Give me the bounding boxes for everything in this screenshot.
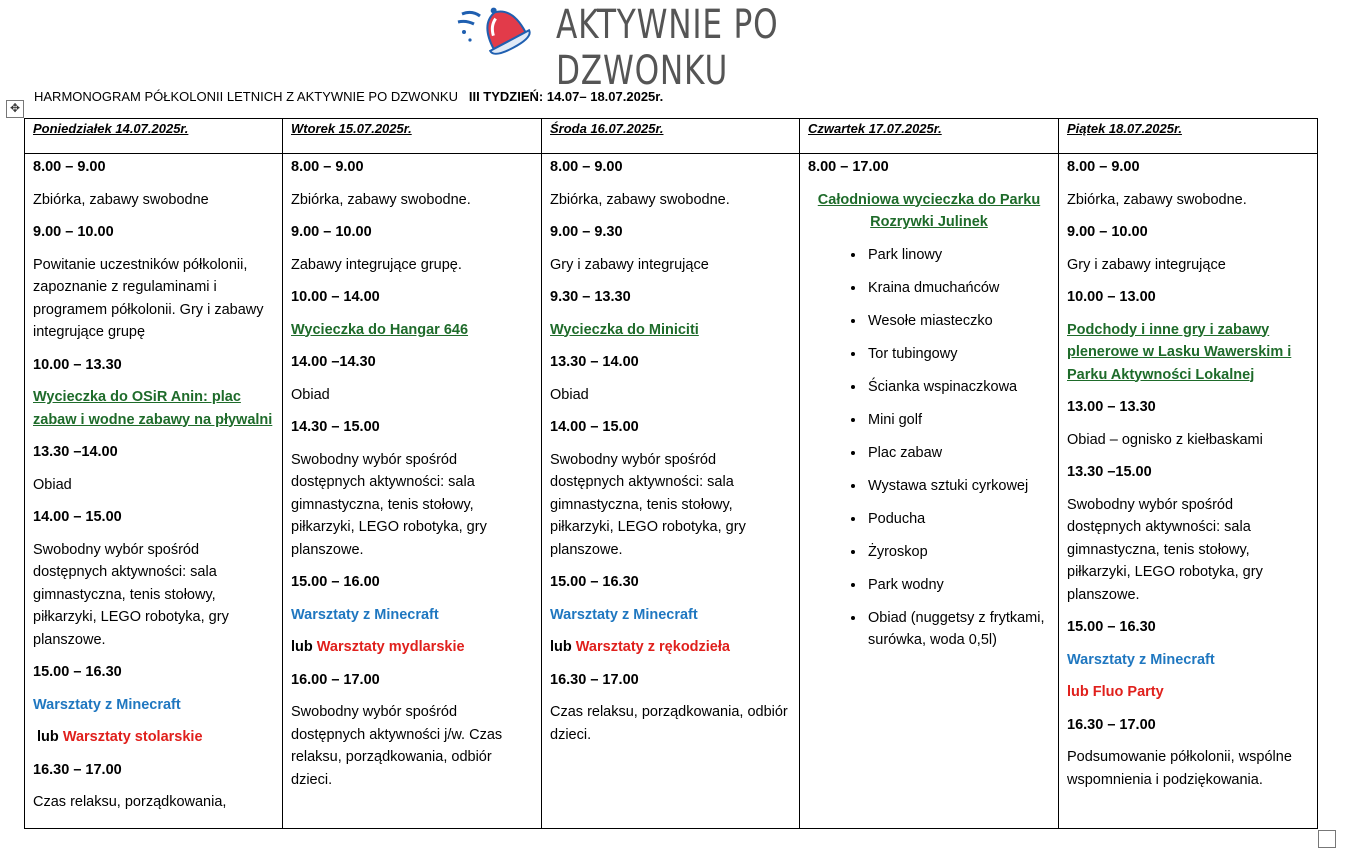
time-slot: 15.00 – 16.30 [33,664,122,680]
activity-text: Zbiórka, zabawy swobodne. [550,191,730,208]
list-item: • Tor tubingowy [866,343,1050,366]
list-item: • Mini golf [866,409,1050,432]
excursion-link: Całodniowa wycieczka do Parku Rozrywki Julinek [817,191,1041,230]
header-row [25,119,1318,154]
list-item: • Park linowy [866,244,1050,267]
time-slot: 8.00 – 9.00 [291,159,364,175]
activity-text: Swobodny wybór spośród dostępnych aktywności: sala gimnastyczna, tenis stołowy, piłkarzyki, LEGO robotyka, gry planszowe. [33,541,229,648]
list-item: • Żyroskop [866,541,1050,564]
day-header: Poniedziałek 14.07.2025r. [25,119,283,154]
activity-text: Czas relaksu, porządkowania, odbiór dzieci. [550,704,788,743]
activity-text: Podsumowanie półkolonii, wspólne wspomnienia i podziękowania. [1067,749,1292,788]
alternative-activity [1067,681,1309,704]
time-slot: 9.00 – 10.00 [33,224,114,240]
activity-text: Swobodny wybór spośród dostępnych aktywności: sala gimnastyczna, tenis stołowy, piłkarzyki, LEGO robotyka, gry planszowe. [550,451,746,558]
time-slot: 9.30 – 13.30 [550,289,631,305]
table-move-handle[interactable]: ✥ [6,100,24,118]
day-header: Czwartek 17.07.2025r. [800,119,1059,154]
list-item: • Obiad (nuggetsy z frytkami, surówka, woda 0,5l) [866,607,1050,652]
activity-text: Obiad [550,386,589,403]
alternative-activity [33,726,274,749]
lub-label: lub [550,639,576,655]
activity-text: Zabawy integrujące grupę. [291,256,462,273]
activity-text: Gry i zabawy integrujące [550,256,709,273]
time-slot: 14.00 –14.30 [291,354,376,370]
time-slot: 15.00 – 16.30 [550,574,639,590]
alternative-workshop: Warsztaty z rękodzieła [575,639,730,655]
schedule-table [24,118,1318,829]
excursion-link: Wycieczka do Hangar 646 [291,321,469,338]
time-slot: 16.30 – 17.00 [33,761,122,778]
activity-text: Zbiórka, zabawy swobodne [33,191,209,208]
time-slot: 8.00 – 17.00 [808,159,889,175]
list-item: • Park wodny [866,574,1050,597]
time-slot: 13.30 – 14.00 [550,354,639,370]
time-slot: 10.00 – 13.30 [33,356,122,373]
time-slot: 10.00 – 14.00 [291,289,380,305]
time-slot: 10.00 – 13.00 [1067,289,1156,305]
page-heading [34,89,663,104]
time-slot: 13.30 –15.00 [1067,464,1152,480]
activity-text: Powitanie uczestników półkolonii, zapoznanie z regulaminami i programem półkolonii. Gry i zabawy integrujące grupę [33,256,264,340]
time-slot: 15.00 – 16.30 [1067,619,1156,635]
list-item: • Kraina dmuchańców [866,277,1050,300]
activity-text: Zbiórka, zabawy swobodne. [1067,191,1247,208]
day-column [25,154,283,829]
alternative-activity [291,636,533,659]
lub-label: lub [33,729,63,745]
time-slot: 16.30 – 17.00 [550,671,639,688]
activity-text: Obiad [291,386,330,403]
time-slot: 9.00 – 10.00 [291,224,372,240]
time-slot: 8.00 – 9.00 [33,159,106,175]
lub-label: lub [291,639,317,655]
time-slot: 13.30 –14.00 [33,444,118,460]
alternative-activity [550,636,791,659]
table-resize-handle[interactable] [1318,830,1336,848]
time-slot: 14.30 – 15.00 [291,419,380,435]
list-item: • Plac zabaw [866,442,1050,465]
excursion-link: Wycieczka do Miniciti [550,321,699,338]
heading-week: III TYDZIEŃ: 14.07– 18.07.2025r. [468,89,664,104]
day-header: Wtorek 15.07.2025r. [283,119,542,154]
time-slot: 16.30 – 17.00 [1067,716,1156,733]
logo-text: AKTYWNIE PO DZWONKU [556,2,779,94]
logo [452,0,892,94]
time-slot: 16.00 – 17.00 [291,671,380,688]
workshop-label: Warsztaty z Minecraft [1067,651,1215,668]
activity-text: Zbiórka, zabawy swobodne. [291,191,471,208]
list-item: • Wesołe miasteczko [866,310,1050,333]
day-column [1059,154,1318,829]
workshop-label: Warsztaty z Minecraft [550,606,698,623]
activity-text: Obiad [33,476,72,493]
day-column [542,154,800,829]
excursion-link: Wycieczka do OSiR Anin: plac zabaw i wodne zabawy na pływalni [33,389,273,428]
day-column [283,154,542,829]
activity-text: Swobodny wybór spośród dostępnych aktywności: sala gimnastyczna, tenis stołowy, piłkarzyki, LEGO robotyka, gry planszowe. [291,451,487,558]
day-header: Środa 16.07.2025r. [542,119,800,154]
time-slot: 13.00 – 13.30 [1067,399,1156,415]
time-slot: 9.00 – 10.00 [1067,224,1148,240]
time-slot: 14.00 – 15.00 [550,419,639,435]
alternative-workshop: lub Fluo Party [1067,684,1164,700]
alternative-workshop: Warsztaty stolarskie [62,729,203,745]
activity-text: Swobodny wybór spośród dostępnych aktywności: sala gimnastyczna, tenis stołowy, piłkarzyki, LEGO robotyka, gry planszowe. [1067,496,1263,603]
list-item: • Poducha [866,508,1050,531]
time-slot: 9.00 – 9.30 [550,224,623,240]
time-slot: 14.00 – 15.00 [33,509,122,525]
list-item: • Wystawa sztuki cyrkowej [866,475,1050,498]
excursion-link: Podchody i inne gry i zabawy plenerowe w Lasku Wawerskim i Parku Aktywności Lokalnej [1067,321,1292,383]
activity-text: Swobodny wybór spośród dostępnych aktywności j/w. Czas relaksu, porządkowania, odbiór dzieci. [291,704,503,788]
time-slot: 8.00 – 9.00 [1067,159,1140,175]
time-slot: 15.00 – 16.00 [291,574,380,590]
schedule-row [25,154,1318,829]
activity-text: Czas relaksu, porządkowania, [33,794,227,810]
workshop-label: Warsztaty z Minecraft [291,606,439,623]
time-slot: 8.00 – 9.00 [550,159,623,175]
bell-icon [452,0,538,58]
day-header: Piątek 18.07.2025r. [1059,119,1318,154]
attraction-list [808,244,1050,652]
activity-text: Gry i zabawy integrujące [1067,256,1226,273]
heading-prefix: HARMONOGRAM PÓŁKOLONII LETNICH Z AKTYWNIE PO DZWONKU [34,89,458,104]
day-column [800,154,1059,829]
list-item: • Ścianka wspinaczkowa [866,376,1050,399]
activity-text: Obiad – ognisko z kiełbaskami [1067,431,1263,448]
workshop-label: Warsztaty z Minecraft [33,696,181,713]
alternative-workshop: Warsztaty mydlarskie [316,639,465,655]
